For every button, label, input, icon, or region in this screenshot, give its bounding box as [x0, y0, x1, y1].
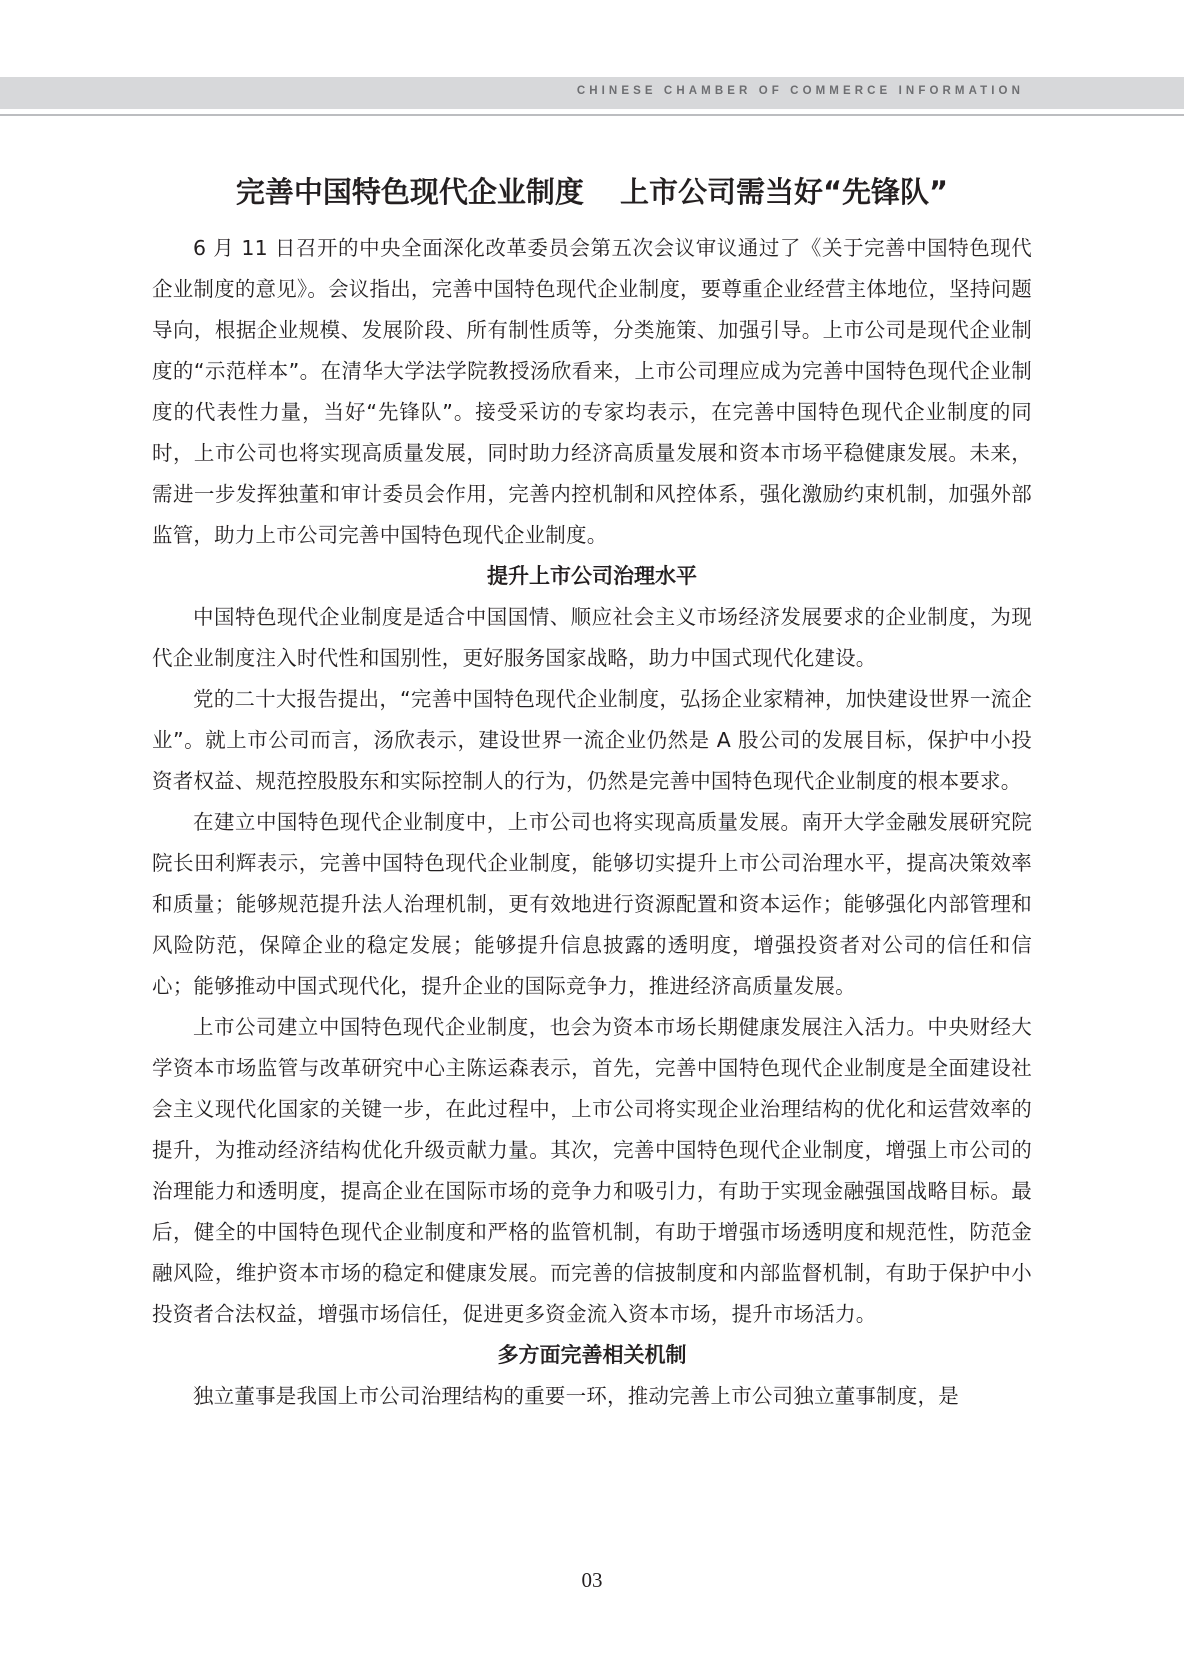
- section-heading: 多方面完善相关机制: [497, 1343, 687, 1367]
- paragraph: 6 月 11 日召开的中央全面深化改革委员会第五次会议审议通过了《关于完善中国特色现代企业制度的意见》。会议指出，完善中国特色现代企业制度，要尊重企业经营主体地位，坚持问题导向，根据企业规模、发展阶段、所有制性质等，分类施策、加强引导。上市公司是现代企业制度的“示范样本”。在清华大学法学院教授汤欣看来，上市公司理应成为完善中国特色现代企业制度的代表性力量，当好“先锋队”。接受采访的专家均表示，在完善中国特色现代企业制度的同时，上市公司也将实现高质量发展，同时助力经济高质量发展和资本市场平稳健康发展。未来，需进一步发挥独董和审计委员会作用，完善内控机制和风控体系，强化激励约束机制，加强外部监管，助力上市公司完善中国特色现代企业制度。: [152, 236, 1032, 547]
- article-title-main: 完善中国特色现代企业制度: [235, 175, 584, 209]
- page-number: 03: [581, 1568, 603, 1592]
- running-header-band: [0, 77, 1184, 109]
- section-heading: 提升上市公司治理水平: [487, 564, 697, 588]
- article-title: [152, 170, 1032, 214]
- paragraph: 中国特色现代企业制度是适合中国国情、顺应社会主义市场经济发展要求的企业制度，为现代企业制度注入时代性和国别性，更好服务国家战略，助力中国式现代化建设。: [152, 605, 1032, 670]
- paragraph: 独立董事是我国上市公司治理结构的重要一环，推动完善上市公司独立董事制度，是: [193, 1384, 959, 1408]
- header-divider: [0, 114, 1184, 116]
- running-header-title: CHINESE CHAMBER OF COMMERCE INFORMATION: [576, 85, 1024, 97]
- paragraph: 党的二十大报告提出，“完善中国特色现代企业制度，弘扬企业家精神，加快建设世界一流企业”。就上市公司而言，汤欣表示，建设世界一流企业仍然是 A 股公司的发展目标，保护中小投资者权益、规范控股股东和实际控制人的行为，仍然是完善中国特色现代企业制度的根本要求。: [152, 687, 1032, 793]
- paragraph: 上市公司建立中国特色现代企业制度，也会为资本市场长期健康发展注入活力。中央财经大学资本市场监管与改革研究中心主陈运森表示，首先，完善中国特色现代企业制度是全面建设社会主义现代化国家的关键一步，在此过程中，上市公司将实现企业治理结构的优化和运营效率的提升，为推动经济结构优化升级贡献力量。其次，完善中国特色现代企业制度，增强上市公司的治理能力和透明度，提高企业在国际市场的竞争力和吸引力，有助于实现金融强国战略目标。最后，健全的中国特色现代企业制度和严格的监管机制，有助于增强市场透明度和规范性，防范金融风险，维护资本市场的稳定和健康发展。而完善的信披制度和内部监督机制，有助于保护中小投资者合法权益，增强市场信任，促进更多资金流入资本市场，提升市场活力。: [152, 1015, 1032, 1326]
- article-title-sub: 上市公司需当好“先锋队”: [619, 175, 949, 209]
- article-body: [152, 170, 1032, 1417]
- paragraph: 在建立中国特色现代企业制度中，上市公司也将实现高质量发展。南开大学金融发展研究院院长田利辉表示，完善中国特色现代企业制度，能够切实提升上市公司治理水平，提高决策效率和质量；能够规范提升法人治理机制，更有效地进行资源配置和资本运作；能够强化内部管理和风险防范，保障企业的稳定发展；能够提升信息披露的透明度，增强投资者对公司的信任和信心；能够推动中国式现代化，提升企业的国际竞争力，推进经济高质量发展。: [152, 810, 1032, 998]
